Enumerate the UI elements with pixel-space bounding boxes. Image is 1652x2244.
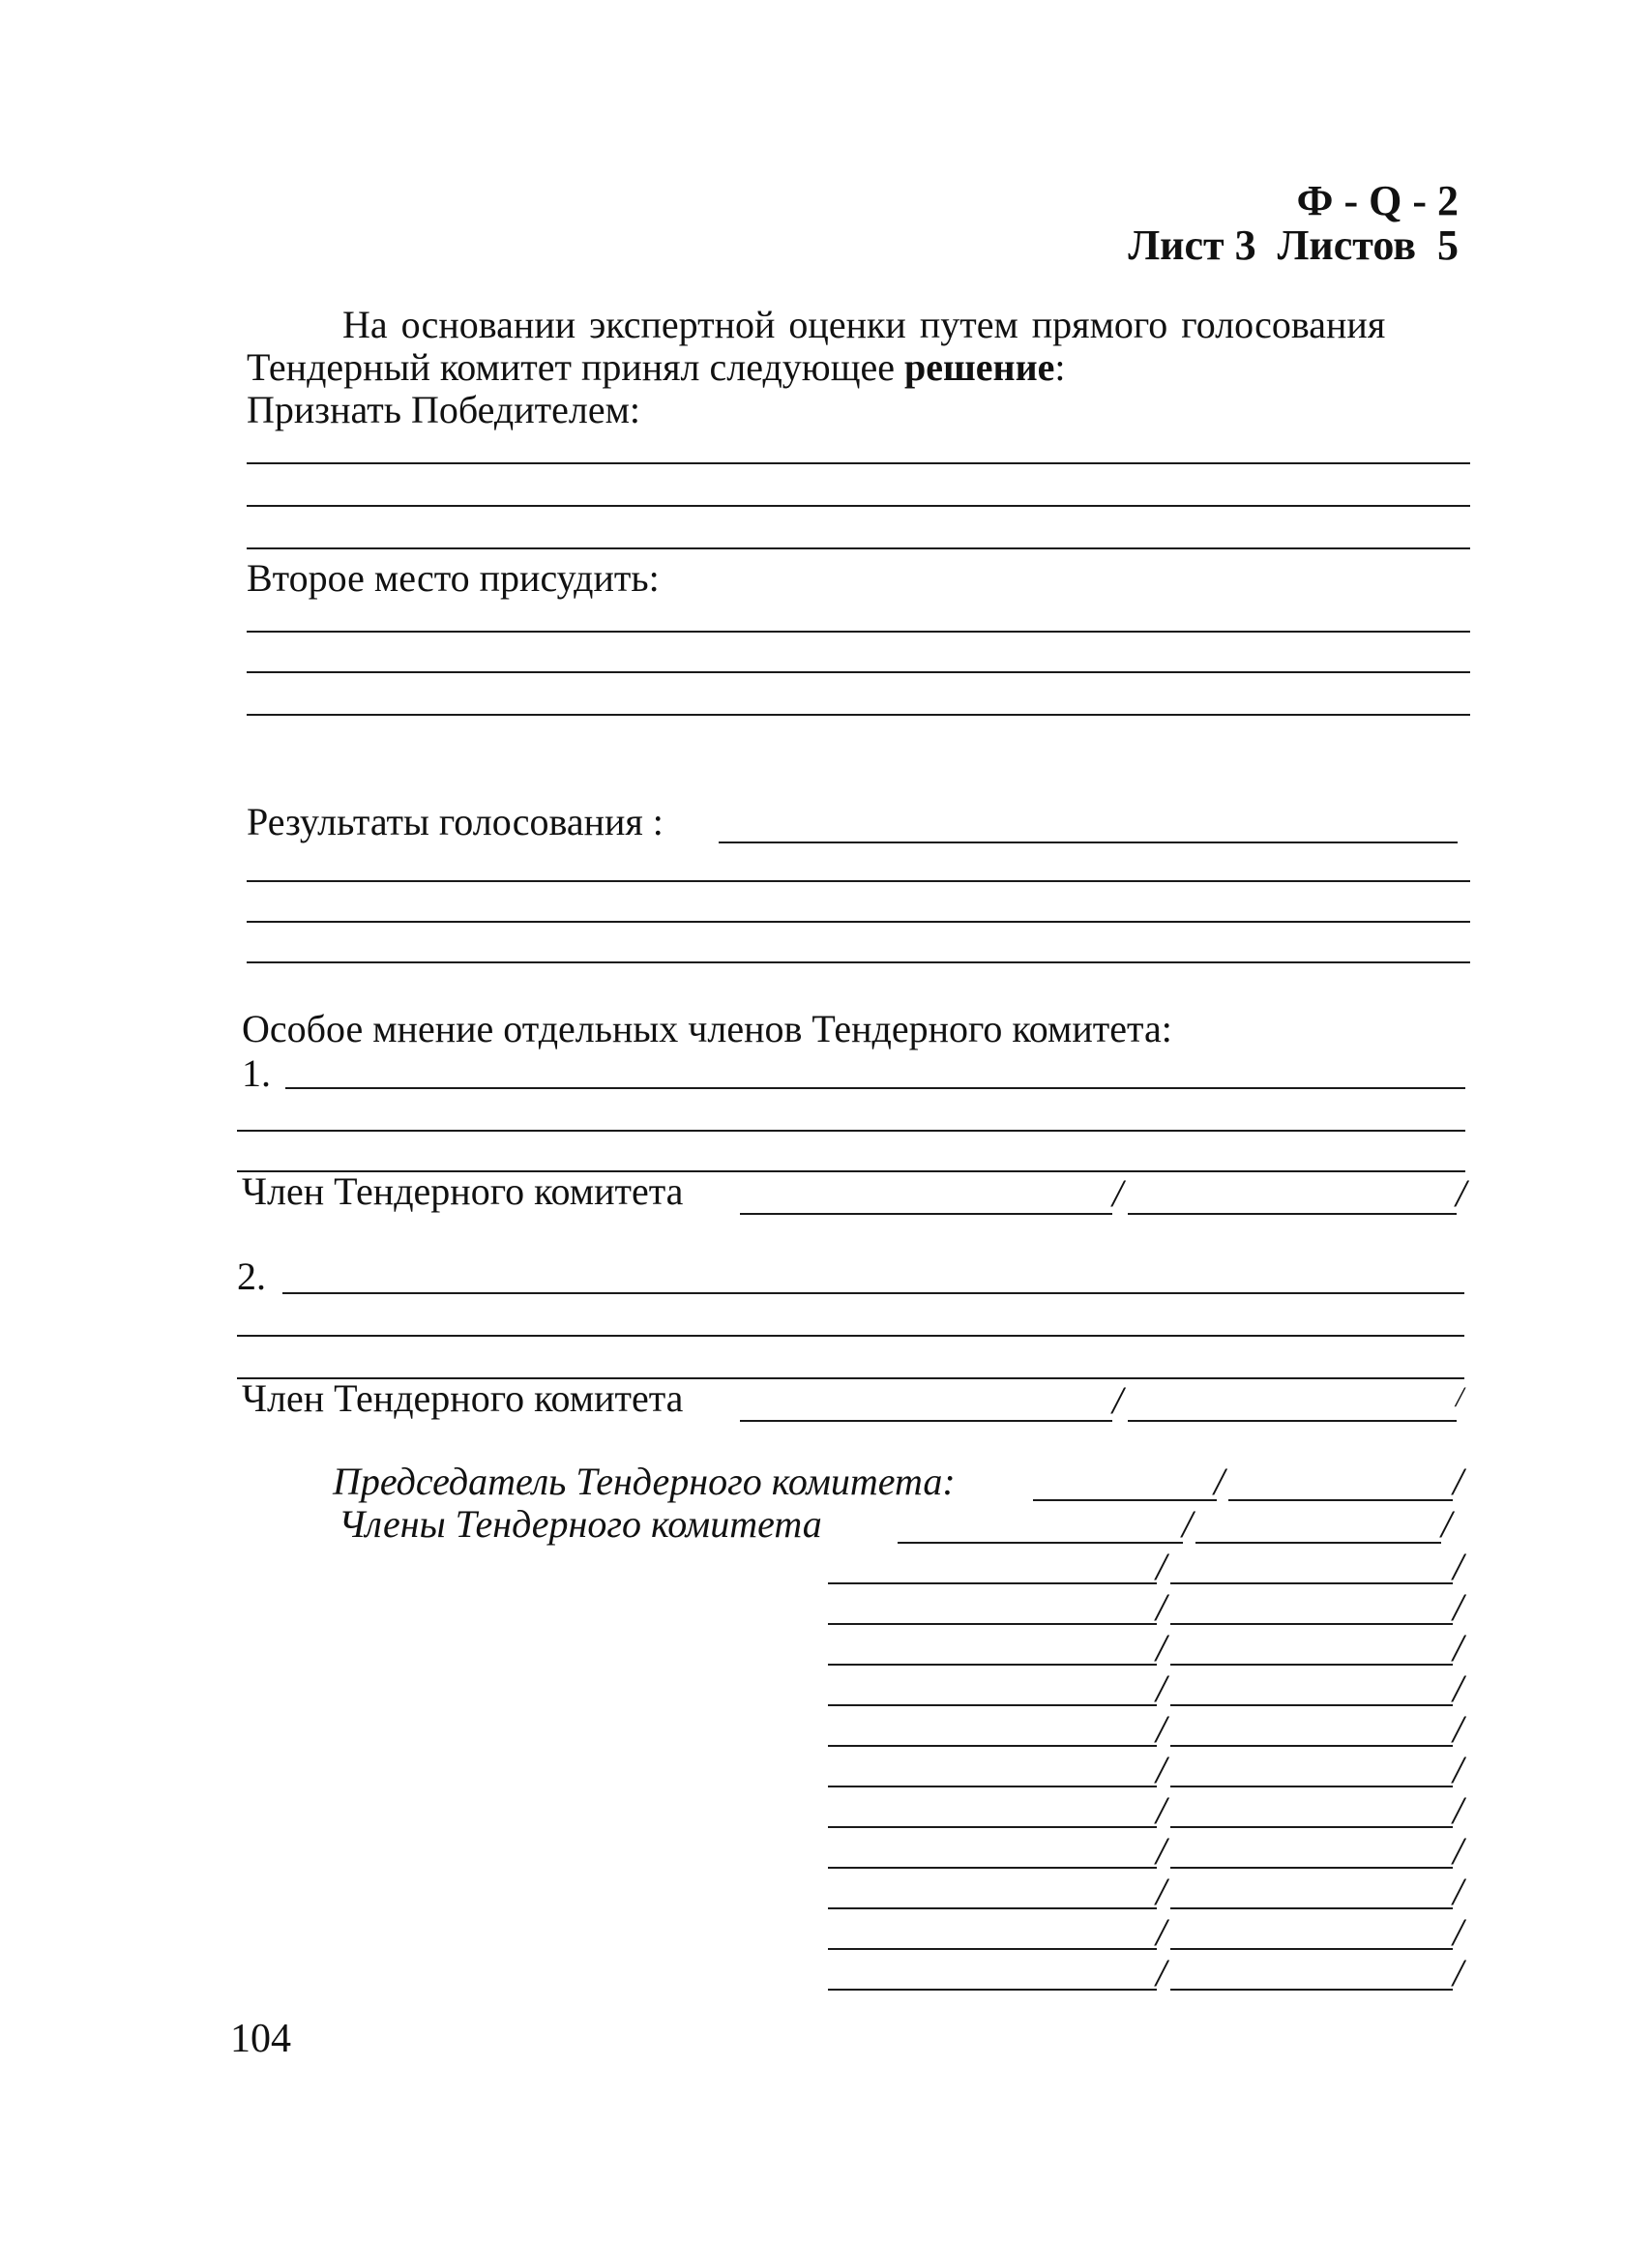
member-2-sign-line[interactable] [740,1420,1112,1422]
member-name-line[interactable] [1170,1664,1453,1666]
decision-word: решение [904,345,1055,389]
member-slash-separator: / [1156,1748,1167,1791]
member-slash-end: / [1453,1626,1464,1669]
chairman-name-line[interactable] [1228,1499,1453,1501]
member-2-slash-1: / [1112,1378,1124,1422]
member-name-line[interactable] [1170,1745,1453,1747]
member-name-line[interactable] [1170,1786,1453,1787]
member-sign-line[interactable] [828,1664,1157,1666]
member-2-name-line[interactable] [1128,1420,1457,1422]
second-place-line-2[interactable] [247,671,1470,673]
member-slash-separator: / [1156,1788,1167,1832]
member-sign-line[interactable] [828,1704,1157,1706]
opinion-2-line-1[interactable] [282,1292,1464,1294]
member-sign-line[interactable] [828,1623,1157,1625]
member-slash-separator: / [1156,1951,1167,1994]
members-name-line-0[interactable] [1195,1542,1441,1544]
member-1-label: Член Тендерного комитета [242,1169,684,1213]
chairman-slash-1: / [1214,1460,1225,1503]
opinion-2-number: 2. [237,1255,266,1298]
member-slash-separator: / [1156,1829,1167,1873]
member-1-slash-2: / [1456,1171,1467,1215]
member-name-line[interactable] [1170,1623,1453,1625]
member-slash-end: / [1453,1951,1464,1994]
member-name-line[interactable] [1170,1582,1453,1584]
member-sign-line[interactable] [828,1948,1157,1950]
member-name-line[interactable] [1170,1704,1453,1706]
winner-line-2[interactable] [247,505,1470,507]
member-slash-end: / [1453,1585,1464,1629]
page-number: 104 [230,2017,291,2061]
member-slash-end: / [1453,1545,1464,1588]
second-place-line-3[interactable] [247,714,1470,716]
member-1-name-line[interactable] [1128,1213,1457,1215]
intro-line-2 [247,344,1066,390]
member-slash-separator: / [1156,1667,1167,1710]
voting-results-line-1[interactable] [719,842,1458,843]
member-1-sign-line[interactable] [740,1213,1112,1215]
opinion-1-line-2[interactable] [237,1130,1465,1132]
members-slash-0b: / [1441,1502,1453,1546]
member-sign-line[interactable] [828,1907,1157,1909]
member-2-slash-2: / [1456,1381,1464,1413]
member-slash-end: / [1453,1910,1464,1954]
member-slash-end: / [1453,1788,1464,1832]
member-slash-separator: / [1156,1870,1167,1913]
special-opinion-label: Особое мнение отдельных членов Тендерного комитета: [242,1007,1172,1050]
members-sign-line-0[interactable] [898,1542,1183,1544]
member-slash-end: / [1453,1870,1464,1913]
opinion-1-line-1[interactable] [285,1087,1465,1089]
voting-results-line-3[interactable] [247,921,1470,923]
sheet-info: Лист 3 Листов 5 [1128,221,1459,269]
member-slash-separator: / [1156,1910,1167,1954]
member-name-line[interactable] [1170,1948,1453,1950]
member-sign-line[interactable] [828,1786,1157,1787]
opinion-1-number: 1. [242,1051,271,1095]
intro-line-2-colon: : [1054,345,1066,389]
winner-line-3[interactable] [247,547,1470,549]
opinion-2-line-2[interactable] [237,1335,1464,1337]
member-1-slash-1: / [1112,1171,1124,1215]
member-slash-end: / [1453,1667,1464,1710]
member-name-line[interactable] [1170,1826,1453,1828]
member-slash-separator: / [1156,1707,1167,1751]
member-slash-end: / [1453,1829,1464,1873]
member-slash-separator: / [1156,1626,1167,1669]
member-sign-line[interactable] [828,1826,1157,1828]
member-name-line[interactable] [1170,1907,1453,1909]
member-sign-line[interactable] [828,1989,1157,1991]
member-name-line[interactable] [1170,1989,1453,1991]
winner-label: Признать Победителем: [247,388,641,431]
members-label: Члены Тендерного комитета [339,1502,822,1546]
member-name-line[interactable] [1170,1867,1453,1869]
member-sign-line[interactable] [828,1582,1157,1584]
winner-line-1[interactable] [247,462,1470,464]
members-slash-0a: / [1182,1502,1194,1546]
member-2-label: Член Тендерного комитета [242,1376,684,1420]
intro-line-1: На основании экспертной оценки путем прямого голосования [342,303,1386,346]
second-place-label: Второе место присудить: [247,556,660,600]
voting-results-line-4[interactable] [247,961,1470,963]
member-slash-separator: / [1156,1545,1167,1588]
intro-line-2-text: Тендерный комитет принял следующее [247,345,904,389]
member-sign-line[interactable] [828,1745,1157,1747]
voting-results-label: Результаты голосования : [247,800,664,843]
voting-results-line-2[interactable] [247,880,1470,882]
member-slash-end: / [1453,1748,1464,1791]
chairman-label: Председатель Тендерного комитета: [333,1460,956,1503]
member-slash-separator: / [1156,1585,1167,1629]
form-code: Ф - Q - 2 [1296,177,1459,224]
member-sign-line[interactable] [828,1867,1157,1869]
second-place-line-1[interactable] [247,631,1470,633]
member-slash-end: / [1453,1707,1464,1751]
chairman-slash-2: / [1453,1460,1464,1503]
